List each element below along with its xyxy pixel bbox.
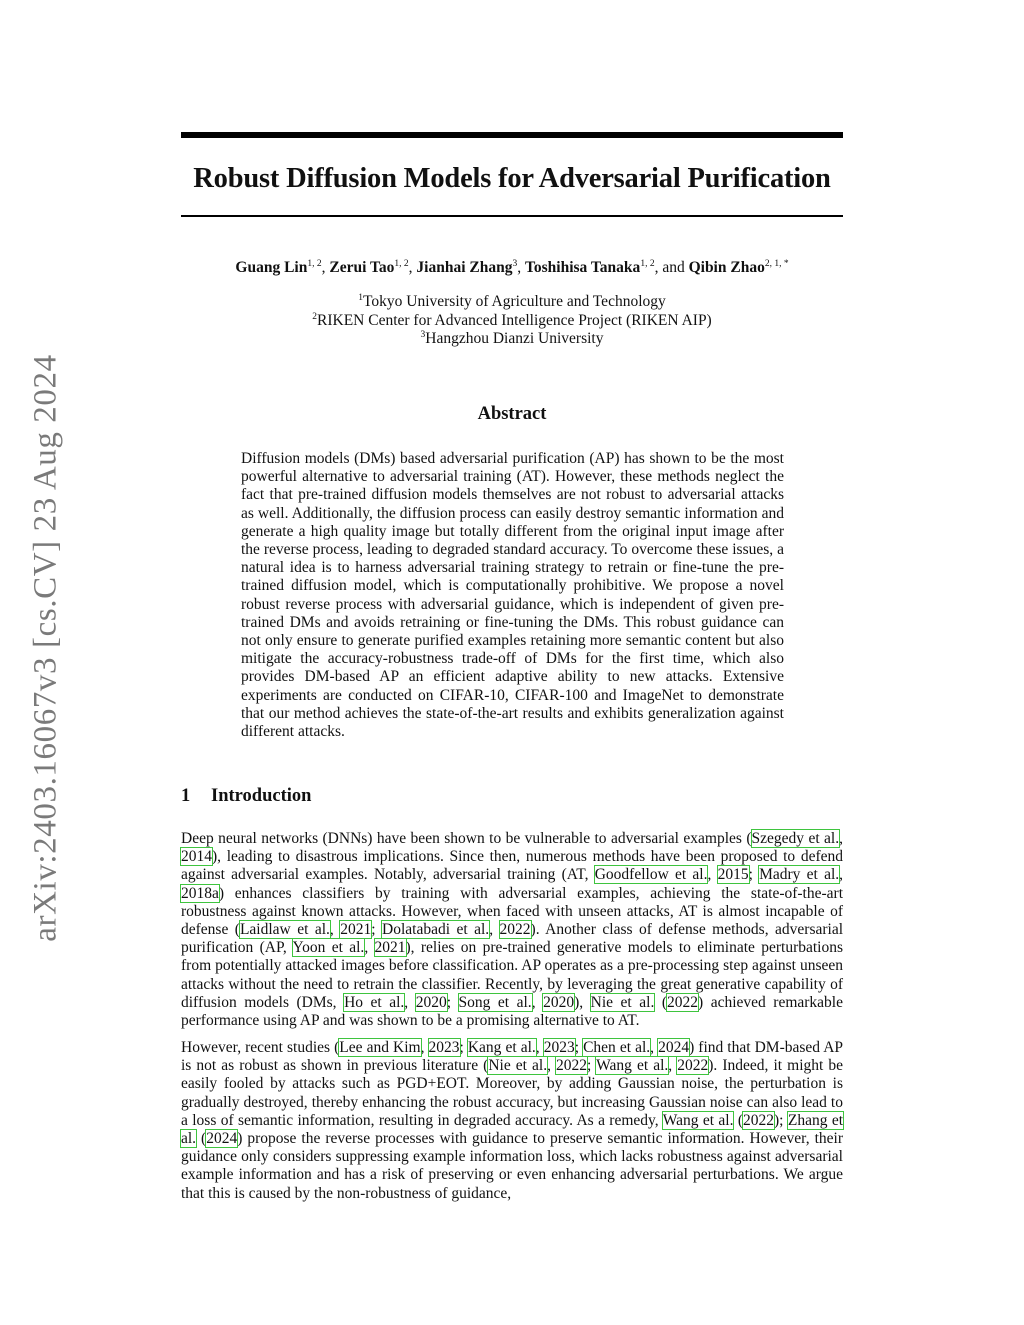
title-bottom-rule xyxy=(181,215,843,217)
author-separator: , xyxy=(408,259,417,276)
body-text: ) enhances classifiers by training with adversarial examples, achieving the state-of-the-art robustness against known attacks. However, when faced with unseen attacks, AT is almost incapable of defense ( xyxy=(181,884,843,939)
body-text: , xyxy=(404,993,416,1011)
body-text: ); xyxy=(774,1111,788,1129)
body-text: ) find that DM-based AP is not as robust as shown in previous literature ( xyxy=(181,1039,844,1075)
author-name: Toshihisa Tanaka xyxy=(524,259,641,276)
abstract-body: Diffusion models (DMs) based adversarial purification (AP) has shown to be the most powerful alternative to adversarial training (AT). However, these methods neglect the fact that pre-trained diffusion models themselves are not robust to adversarial attacks as well. Additionally, the diffusion process can easily destroy semantic information and generate a high quality image but totally different from the original input image after the reverse process, leading to degraded standard accuracy. To overcome these issues, a natural idea is to harness adversarial training strategy to retrain or fine-tune the pre-trained diffusion model, which is computationally prohibitive. We propose a novel robust reverse process with adversarial guidance, which is independent of given pre-trained DMs and avoids retraining or fine-tuning the DMs. This robust guidance can not only ensure to generate purified examples retaining more semantic content but also mitigate the accuracy-robustness trade-off of DMs for the first time, which also provides DM-based AP an efficient adaptive ability to new attacks. Extensive experiments are conducted on CIFAR-10, CIFAR-100 and ImageNet to demonstrate that our method achieves the state-of-the-art results and exhibits generalization against different attacks. xyxy=(241,450,784,741)
affiliation-marker: 1 xyxy=(358,293,363,303)
citation-link[interactable]: 2023 xyxy=(543,1039,575,1056)
title-block xyxy=(181,132,843,217)
body-text: , xyxy=(329,921,341,939)
arxiv-identifier-stamp: arXiv:2403.16067v3 [cs.CV] 23 Aug 2024 xyxy=(27,354,64,942)
body-text: ) propose the reverse processes with guidance to preserve semantic information. However, their guidance only considers suppressing example information loss, which lacks robustness against adversarial example information and has a risk of preserving or even enhancing adversarial perturbations. We argue that this is caused by the non-robustness of guidance, xyxy=(181,1130,843,1202)
body-text: , xyxy=(535,1039,544,1056)
body-text: ; xyxy=(574,1039,584,1056)
body-text: , xyxy=(547,1057,557,1075)
citation-link[interactable]: Laidlaw et al. xyxy=(239,921,330,939)
body-text: ( xyxy=(654,993,668,1011)
affiliation-name: Tokyo University of Agriculture and Technology xyxy=(363,293,666,310)
citation-link[interactable]: Dolatabadi et al. xyxy=(382,921,490,939)
body-text: ; xyxy=(446,993,459,1011)
body-text: ; xyxy=(587,1057,597,1075)
author-separator: , xyxy=(517,259,525,276)
citation-link[interactable]: 2022 xyxy=(743,1111,775,1129)
author-separator: , xyxy=(321,259,330,276)
author-name: Jianhai Zhang xyxy=(416,259,513,276)
body-text: , xyxy=(668,1057,678,1075)
citation-link[interactable]: Nie et al. xyxy=(590,993,655,1011)
intro-paragraph-2 xyxy=(181,1039,843,1203)
body-text: However, recent studies ( xyxy=(181,1039,340,1056)
author-affiliation-marker: 1, 2 xyxy=(394,259,409,269)
citation-link[interactable]: 2015 xyxy=(717,866,749,884)
affiliation-line xyxy=(181,330,843,349)
citation-link[interactable]: 2022 xyxy=(556,1057,588,1075)
citation-link[interactable]: 2020 xyxy=(415,993,447,1011)
body-text: ), xyxy=(574,993,591,1011)
section-title: Introduction xyxy=(211,786,312,806)
citation-link[interactable]: Chen et al. xyxy=(583,1039,651,1056)
citation-link[interactable]: Ho et al. xyxy=(344,993,405,1011)
body-text: ), leading to disastrous implications. Since then, numerous methods have been proposed to defend against adversarial examples. Notably, adversarial training (AT, xyxy=(181,848,843,884)
citation-link[interactable]: Kang et al. xyxy=(467,1039,536,1056)
body-text: ). Indeed, it might be easily fooled by attacks such as PGD+EOT. Moreover, by adding Gaussian noise, the perturbation is gradually destroyed, thereby enhancing the robust accuracy, but increasing Gaussian noise can also lead to a loss of semantic information, resulting in degraded accuracy. As a remedy, xyxy=(181,1057,844,1129)
affiliation-marker: 3 xyxy=(420,330,426,340)
body-text: , xyxy=(420,1039,429,1056)
citation-link[interactable]: Wang et al. xyxy=(596,1057,669,1075)
affiliation-name: RIKEN Center for Advanced Intelligence Project (RIKEN AIP) xyxy=(317,311,712,329)
author-name: Guang Lin xyxy=(235,259,308,276)
body-text: , xyxy=(839,830,843,847)
citation-link[interactable]: Yoon et al. xyxy=(292,939,365,957)
body-text: , xyxy=(531,993,544,1011)
citation-link[interactable]: Madry et al. xyxy=(759,866,840,884)
citation-link[interactable]: 2014 xyxy=(181,848,212,866)
citation-link[interactable]: Goodfellow et al. xyxy=(594,866,708,884)
body-text: ; xyxy=(371,921,383,939)
affiliation-line xyxy=(181,312,843,331)
citation-link[interactable]: 2022 xyxy=(677,1057,709,1075)
author-name: Zerui Tao xyxy=(329,259,395,276)
body-text: , xyxy=(364,939,375,957)
author-affiliation-marker: 1, 2 xyxy=(640,259,655,269)
body-text: ; xyxy=(748,866,760,884)
body-text: , xyxy=(707,866,718,884)
citation-link[interactable]: Nie et al. xyxy=(488,1057,548,1075)
body-text: ) achieved remarkable performance using AP and was shown to be a promising alternative to AT. xyxy=(181,993,843,1030)
body-text: , xyxy=(650,1039,659,1056)
citation-link[interactable]: 2023 xyxy=(428,1039,460,1056)
author-list xyxy=(181,257,843,279)
body-text: ( xyxy=(733,1111,744,1129)
citation-link[interactable]: Szegedy et al. xyxy=(751,830,840,847)
author-affiliation-marker: 2, 1, * xyxy=(764,259,789,269)
citation-link[interactable]: 2020 xyxy=(543,993,575,1011)
citation-link[interactable]: Zhang et al. xyxy=(181,1111,844,1148)
citation-link[interactable]: Song et al. xyxy=(458,993,532,1011)
citation-link[interactable]: 2022 xyxy=(667,993,699,1011)
citation-link[interactable]: Lee and Kim xyxy=(339,1039,421,1056)
paper-title: Robust Diffusion Models for Adversarial Purification xyxy=(193,163,831,194)
body-text: Deep neural networks (DNNs) have been shown to be vulnerable to adversarial examples ( xyxy=(181,830,752,847)
intro-paragraph-1 xyxy=(181,830,843,1030)
body-text: ( xyxy=(196,1130,207,1148)
author-affiliation-marker: 1, 2 xyxy=(307,259,322,269)
affiliation-line xyxy=(181,293,843,312)
citation-link[interactable]: Wang et al. xyxy=(662,1111,734,1129)
abstract-heading: Abstract xyxy=(477,404,547,424)
citation-link[interactable]: 2021 xyxy=(340,921,372,939)
title-top-rule xyxy=(181,132,843,138)
citation-link[interactable]: 2018a xyxy=(181,884,219,902)
author-separator: , and xyxy=(654,259,689,276)
affiliation-list xyxy=(181,293,843,349)
body-text: , xyxy=(839,866,844,884)
body-text: ). Another class of defense methods, adversarial purification (AP, xyxy=(181,921,844,957)
author-affiliation-marker: 3 xyxy=(512,259,518,269)
citation-link[interactable]: 2022 xyxy=(499,921,531,939)
affiliation-marker: 2 xyxy=(312,311,318,322)
citation-link[interactable]: 2024 xyxy=(658,1039,690,1056)
section-number: 1 xyxy=(181,786,191,806)
body-text: ), relies on pre-trained generative models to eliminate perturbations from potentially attacked images before classification. AP operates as a pre-processing step against unseen attacks without the need to retrain the classifier. Recently, by leveraging the great generative capability of diffusion models (DMs, xyxy=(181,939,844,1011)
author-name: Qibin Zhao xyxy=(688,259,765,276)
citation-link[interactable]: 2024 xyxy=(206,1130,238,1148)
citation-link[interactable]: 2021 xyxy=(374,939,406,957)
section-heading-introduction xyxy=(181,784,843,808)
body-text: ; xyxy=(459,1039,468,1056)
affiliation-name: Hangzhou Dianzi University xyxy=(425,330,604,347)
body-text: , xyxy=(489,921,500,939)
